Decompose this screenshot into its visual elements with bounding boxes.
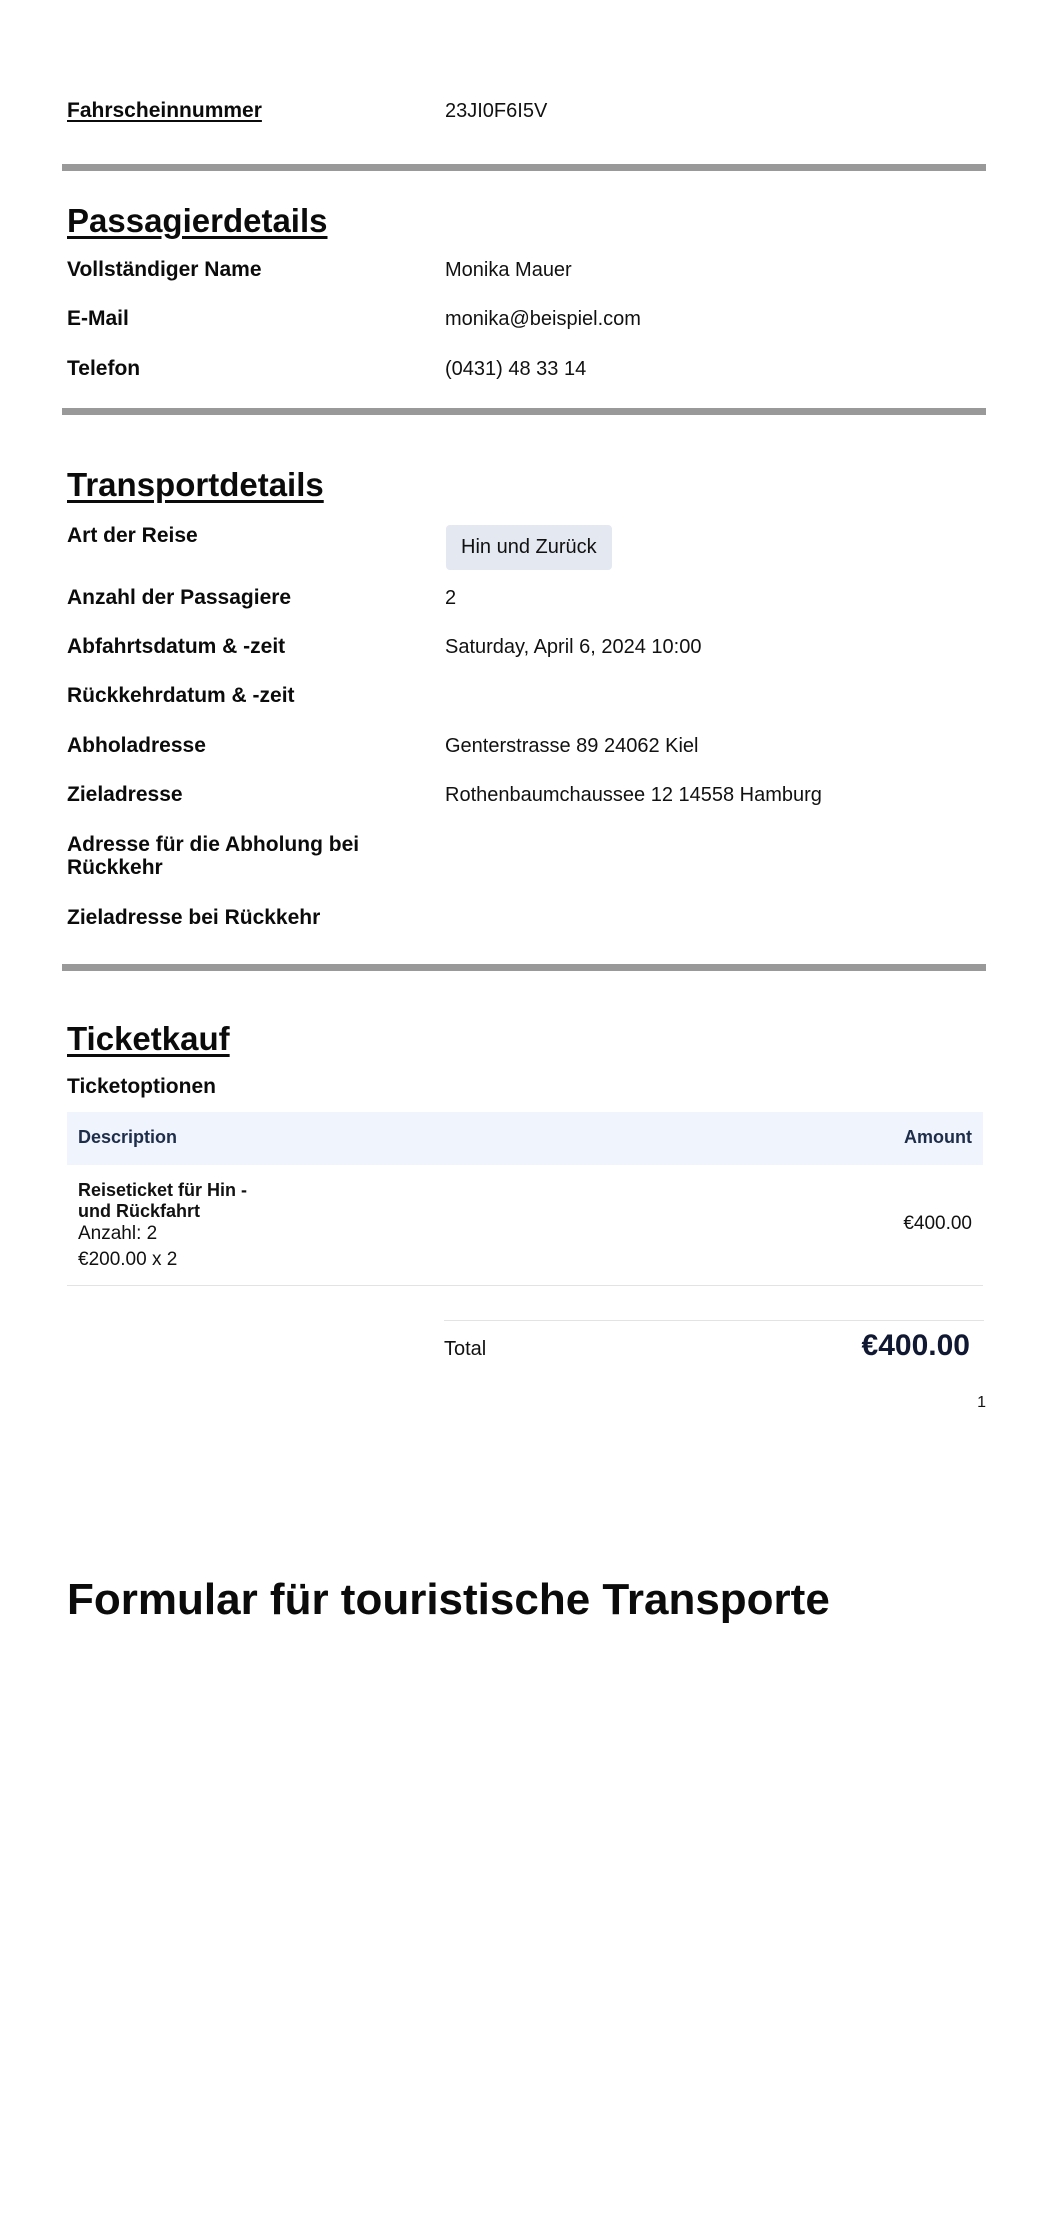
item-amount: €400.00 — [903, 1213, 972, 1234]
email-value: monika@beispiel.com — [445, 308, 641, 330]
ticket-number-value: 23JI0F6I5V — [445, 100, 548, 122]
ticket-options-label: Ticketoptionen — [67, 1075, 216, 1098]
section-divider — [62, 408, 986, 415]
total-divider — [444, 1320, 984, 1321]
email-label: E-Mail — [67, 307, 129, 330]
ticket-number-label: Fahrscheinnummer — [67, 99, 262, 122]
destination-address-label: Zieladresse — [67, 783, 183, 806]
ticket-purchase-heading: Ticketkauf — [67, 1020, 230, 1057]
item-unit-price: €200.00 x 2 — [78, 1249, 178, 1270]
item-quantity: Anzahl: 2 — [78, 1223, 158, 1244]
passenger-count-label: Anzahl der Passagiere — [67, 586, 292, 609]
return-datetime-label: Rückkehrdatum & -zeit — [67, 684, 295, 707]
trip-type-label: Art der Reise — [67, 524, 198, 547]
total-value: €400.00 — [861, 1329, 970, 1362]
section-divider — [62, 964, 986, 971]
page-number: 1 — [977, 1394, 986, 1411]
phone-value: (0431) 48 33 14 — [445, 358, 587, 380]
return-pickup-label-line1: Adresse für die Abholung bei — [67, 833, 360, 856]
phone-label: Telefon — [67, 357, 141, 380]
table-header — [67, 1112, 983, 1165]
transport-details-heading: Transportdetails — [67, 466, 324, 503]
item-name-line1: Reiseticket für Hin - — [78, 1180, 248, 1200]
passenger-details-heading: Passagierdetails — [67, 202, 328, 239]
trip-type-badge: Hin und Zurück — [446, 525, 612, 570]
column-header-description: Description — [78, 1127, 178, 1147]
column-header-amount: Amount — [904, 1127, 972, 1147]
name-value: Monika Mauer — [445, 259, 572, 281]
destination-address-value: Rothenbaumchaussee 12 14558 Hamburg — [445, 784, 822, 806]
departure-value: Saturday, April 6, 2024 10:00 — [445, 636, 702, 658]
return-destination-label: Zieladresse bei Rückkehr — [67, 906, 321, 929]
pickup-address-value: Genterstrasse 89 24062 Kiel — [445, 735, 699, 757]
form-title: Formular für touristische Transporte — [67, 1575, 830, 1624]
item-name-line2: und Rückfahrt — [78, 1201, 201, 1221]
total-label: Total — [444, 1338, 487, 1360]
section-divider — [62, 164, 986, 171]
table-row — [67, 1165, 983, 1286]
pickup-address-label: Abholadresse — [67, 734, 206, 757]
return-pickup-label-line2: Rückkehr — [67, 856, 163, 879]
passenger-count-value: 2 — [445, 587, 457, 609]
name-label: Vollständiger Name — [67, 258, 262, 281]
departure-label: Abfahrtsdatum & -zeit — [67, 635, 286, 658]
